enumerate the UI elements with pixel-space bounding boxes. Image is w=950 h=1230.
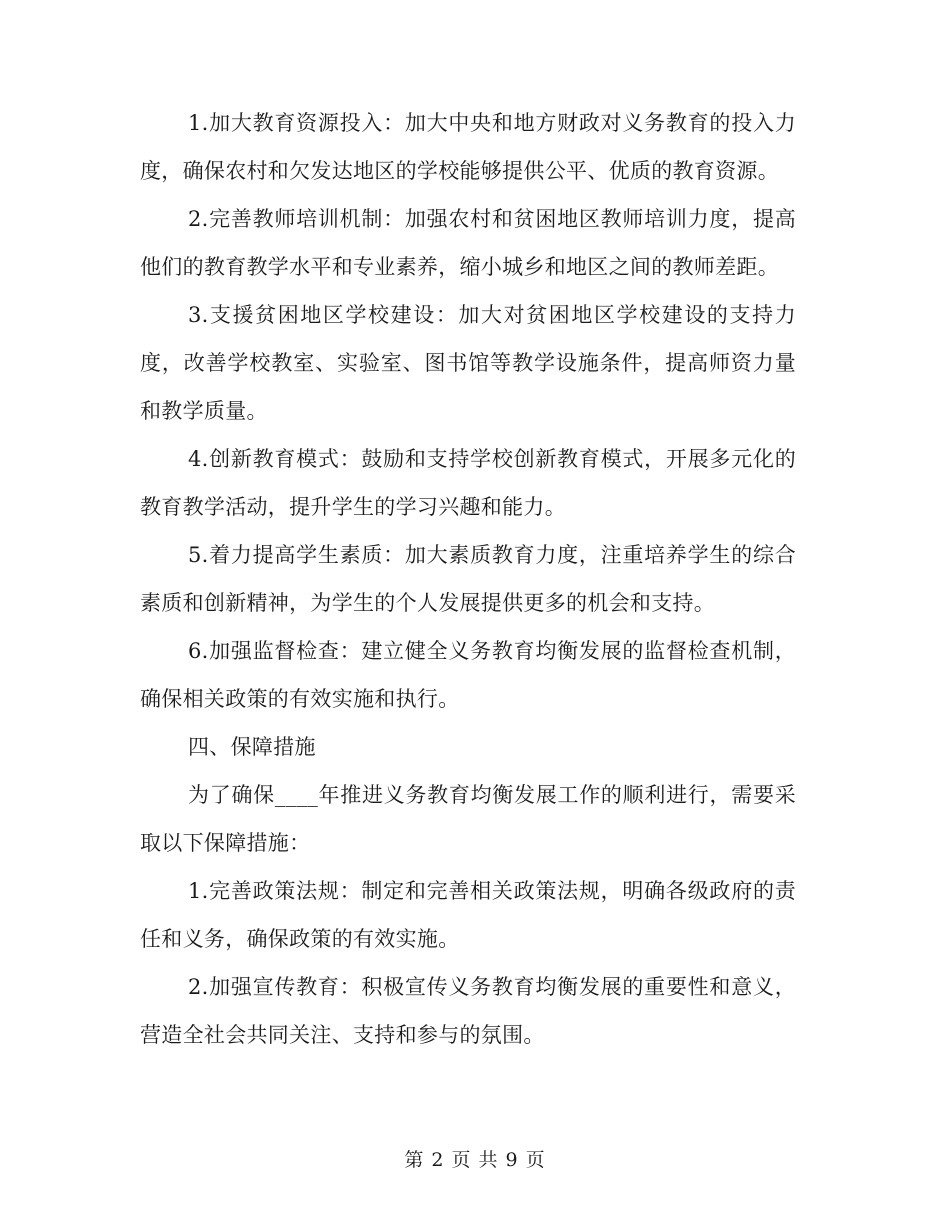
paragraph-measure-6: 6.加强监督检查：建立健全义务教育均衡发展的监督检查机制，确保相关政策的有效实施和执行。 — [140, 639, 796, 711]
paragraph-measure-2: 2.完善教师培训机制：加强农村和贫困地区教师培训力度，提高他们的教育教学水平和专业素养，缩小城乡和地区之间的教师差距。 — [140, 207, 796, 279]
paragraph-safeguard-2: 2.加强宣传教育：积极宣传义务教育均衡发展的重要性和意义，营造全社会共同关注、支持和参与的氛围。 — [140, 975, 796, 1047]
section-heading: 四、保障措施 — [188, 735, 316, 759]
paragraph-measure-3: 3.支援贫困地区学校建设：加大对贫困地区学校建设的支持力度，改善学校教室、实验室、图书馆等教学设施条件，提高师资力量和教学质量。 — [140, 303, 796, 423]
paragraph-measure-4: 4.创新教育模式：鼓励和支持学校创新教育模式，开展多元化的教育教学活动，提升学生的学习兴趣和能力。 — [140, 447, 796, 519]
paragraph-measure-5: 5.着力提高学生素质：加大素质教育力度，注重培养学生的综合素质和创新精神，为学生的个人发展提供更多的机会和支持。 — [140, 543, 796, 615]
paragraph-measure-1: 1.加大教育资源投入：加大中央和地方财政对义务教育的投入力度，确保农村和欠发达地区的学校能够提供公平、优质的教育资源。 — [140, 111, 796, 183]
page-number-footer: 第 2 页 共 9 页 — [404, 1149, 546, 1171]
document-body — [140, 99, 796, 1059]
paragraph-safeguard-1: 1.完善政策法规：制定和完善相关政策法规，明确各级政府的责任和义务，确保政策的有效实施。 — [140, 879, 796, 951]
paragraph-intro: 为了确保____年推进义务教育均衡发展工作的顺利进行，需要采取以下保障措施： — [140, 783, 796, 855]
